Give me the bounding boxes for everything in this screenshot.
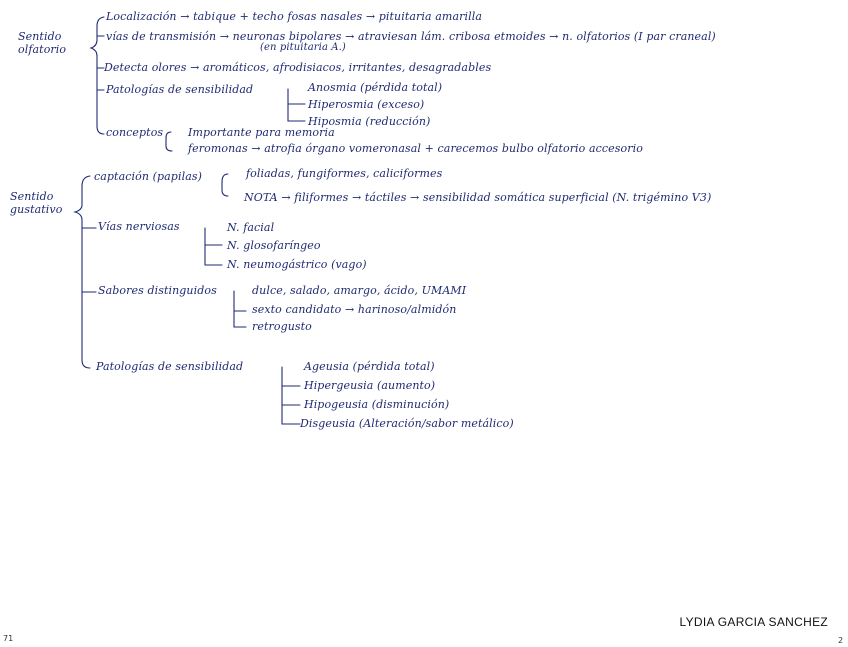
olfato-patologias: Patologías de sensibilidad bbox=[106, 83, 254, 96]
olfato-memoria: Importante para memoria bbox=[188, 126, 335, 139]
author-name: LYDIA GARCIA SANCHEZ bbox=[679, 615, 828, 629]
olfato-title: Sentido olfatorio bbox=[18, 30, 67, 56]
gusto-dulce: dulce, salado, amargo, ácido, UMAMI bbox=[252, 284, 467, 297]
olfato-localizacion: Localización → tabique + techo fosas nasales → pituitaria amarilla bbox=[106, 10, 482, 23]
gusto-hipergeusia: Hipergeusia (aumento) bbox=[304, 379, 436, 392]
gusto-nota: NOTA → filiformes → táctiles → sensibilidad somática superficial (N. trigémino V3) bbox=[244, 191, 712, 204]
gusto-retrogusto: retrogusto bbox=[252, 320, 312, 333]
gusto-neumogastrico: N. neumogástrico (vago) bbox=[227, 258, 367, 271]
olfato-detecta: Detecta olores → aromáticos, afrodisiacos, irritantes, desagradables bbox=[104, 61, 492, 74]
gusto-hipogeusia: Hipogeusia (disminución) bbox=[304, 398, 450, 411]
olfato-conceptos: conceptos bbox=[106, 126, 164, 139]
gusto-sexto: sexto candidato → harinoso/almidón bbox=[252, 303, 457, 316]
gusto-captacion: captación (papilas) bbox=[94, 170, 202, 183]
olfato-feromonas: feromonas → atrofia órgano vomeronasal + carecemos bulbo olfatorio accesorio bbox=[188, 142, 643, 155]
olfato-hiperosmia: Hiperosmia (exceso) bbox=[308, 98, 425, 111]
gusto-vias: Vías nerviosas bbox=[98, 220, 180, 233]
gusto-patologias: Patologías de sensibilidad bbox=[96, 360, 244, 373]
gusto-papilas: foliadas, fungiformes, caliciformes bbox=[246, 167, 443, 180]
olfato-anosmia: Anosmia (pérdida total) bbox=[308, 81, 443, 94]
gusto-ageusia: Ageusia (pérdida total) bbox=[304, 360, 435, 373]
gusto-disgeusia: Disgeusia (Alteración/sabor metálico) bbox=[300, 417, 514, 430]
gusto-title: Sentido gustativo bbox=[10, 190, 63, 216]
gusto-sabores: Sabores distinguidos bbox=[98, 284, 217, 297]
olfato-hiposmia: Hiposmia (reducción) bbox=[308, 115, 431, 128]
olfato-vias: vías de transmisión → neuronas bipolares → atraviesan lám. cribosa etmoides → n. olfatorios (I par craneal) bbox=[106, 30, 716, 43]
page-number-left: 71 bbox=[3, 634, 14, 643]
gusto-facial: N. facial bbox=[227, 221, 275, 234]
olfato-vias-note: (en pituitaria A.) bbox=[260, 42, 346, 53]
page-number-right: 2 bbox=[838, 636, 844, 645]
gusto-glosofaringeo: N. glosofaríngeo bbox=[227, 239, 321, 252]
